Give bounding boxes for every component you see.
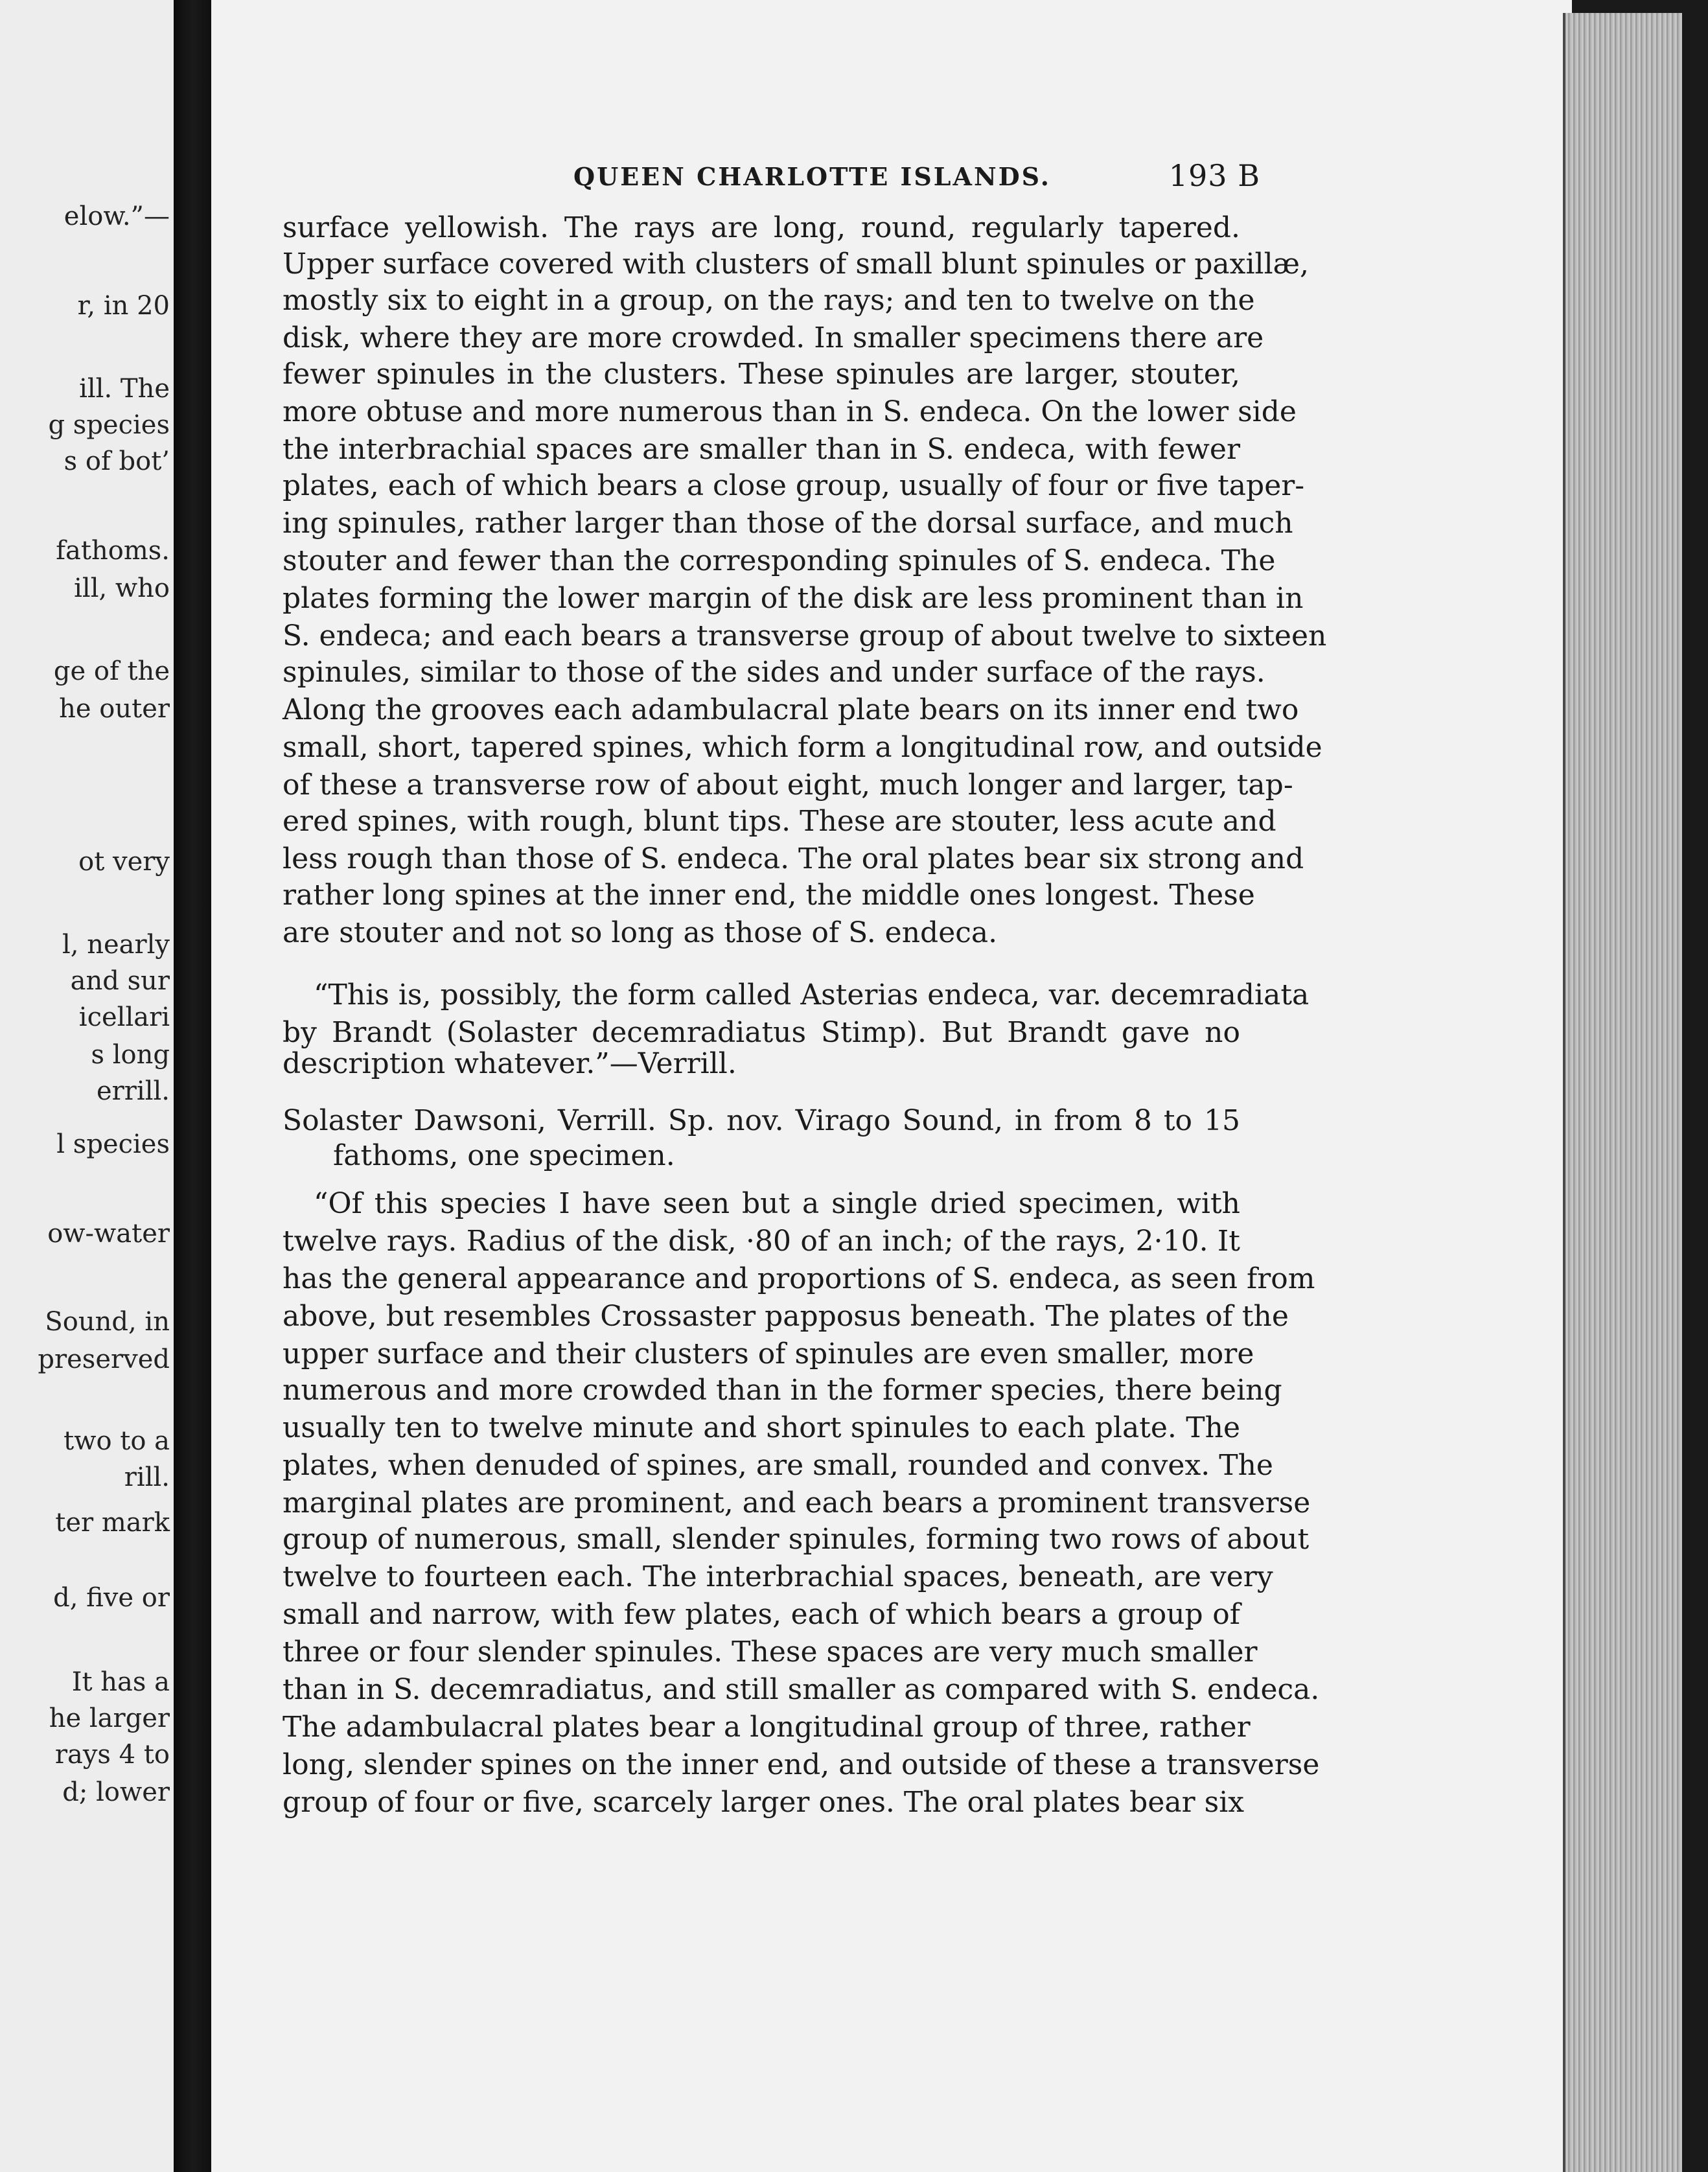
text-line: numerous and more crowded than in the former species, there being (283, 1374, 1282, 1407)
facing-page-line: g species (48, 410, 170, 440)
book-gutter (174, 0, 211, 2172)
page-edges (1563, 13, 1708, 2172)
text-line: has the general appearance and proportions of S. endeca, as seen from (283, 1262, 1315, 1295)
facing-page-line: l species (56, 1129, 170, 1159)
facing-page-line: s long (91, 1040, 170, 1070)
running-title: QUEEN CHARLOTTE ISLANDS. (573, 162, 1051, 191)
text-line: Along the grooves each adambulacral plate bears on its inner end two (283, 693, 1299, 726)
text-line: fathoms, one specimen. (333, 1139, 675, 1172)
text-line: long, slender spines on the inner end, and outside of these a transverse (283, 1748, 1320, 1781)
facing-page-line: he outer (59, 694, 170, 724)
facing-page-line: two to a (63, 1426, 170, 1456)
text-line: small and narrow, with few plates, each of which bears a group of (283, 1598, 1240, 1631)
text-line: marginal plates are prominent, and each bears a prominent transverse (283, 1486, 1311, 1519)
text-line: ered spines, with rough, blunt tips. These are stouter, less acute and (283, 805, 1276, 838)
text-line: are stouter and not so long as those of S. endeca. (283, 916, 998, 949)
text-line: ing spinules, rather larger than those of the dorsal surface, and much (283, 507, 1293, 540)
text-line: small, short, tapered spines, which form a longitudinal row, and outside (283, 731, 1322, 764)
facing-page-line: d; lower (62, 1777, 170, 1807)
facing-page-fragment (0, 0, 174, 2172)
text-line: mostly six to eight in a group, on the rays; and ten to twelve on the (283, 284, 1255, 317)
text-line: more obtuse and more numerous than in S. endeca. On the lower side (283, 395, 1297, 428)
text-line: three or four slender spinules. These spaces are very much smaller (283, 1635, 1258, 1669)
text-line: by Brandt (Solaster decemradiatus Stimp). But Brandt gave no (283, 1016, 1240, 1049)
text-line: The adambulacral plates bear a longitudinal group of three, rather (283, 1711, 1251, 1744)
facing-page-line: l, nearly (62, 930, 170, 960)
text-line: group of four or five, scarcely larger ones. The oral plates bear six (283, 1786, 1245, 1819)
facing-page-line: ow-water (47, 1219, 170, 1249)
text-line: stouter and fewer than the corresponding spinules of S. endeca. The (283, 544, 1276, 577)
text-line: rather long spines at the inner end, the middle ones longest. These (283, 879, 1255, 912)
text-line: upper surface and their clusters of spinules are even smaller, more (283, 1337, 1254, 1370)
text-line: twelve rays. Radius of the disk, ·80 of an inch; of the rays, 2·10. It (283, 1225, 1240, 1258)
text-line: group of numerous, small, slender spinules, forming two rows of about (283, 1523, 1310, 1556)
text-line: Solaster Dawsoni, Verrill. Sp. nov. Virago Sound, in from 8 to 15 (283, 1104, 1240, 1137)
text-line: “This is, possibly, the form called Asterias endeca, var. decemradiata (314, 978, 1310, 1011)
facing-page-line: r, in 20 (77, 291, 170, 321)
text-line: plates, each of which bears a close group, usually of four or five taper- (283, 469, 1305, 502)
text-line: usually ten to twelve minute and short spinules to each plate. The (283, 1411, 1240, 1444)
page-header (573, 158, 1260, 197)
facing-page-line: and sur (70, 966, 170, 996)
facing-page-line: ot very (78, 847, 170, 877)
page-number: 193 B (1168, 158, 1260, 193)
text-line: Upper surface covered with clusters of small blunt spinules or paxillæ, (283, 248, 1310, 281)
text-line: twelve to fourteen each. The interbrachial spaces, beneath, are very (283, 1560, 1273, 1593)
text-line: disk, where they are more crowded. In smaller specimens there are (283, 321, 1264, 354)
text-line: plates, when denuded of spines, are small, rounded and convex. The (283, 1449, 1273, 1482)
facing-page-line: s of bot’ (63, 446, 170, 476)
facing-page-line: It has a (71, 1667, 170, 1697)
text-line: spinules, similar to those of the sides and under surface of the rays. (283, 656, 1265, 689)
text-line: plates forming the lower margin of the disk are less prominent than in (283, 582, 1304, 615)
facing-page-line: d, five or (53, 1583, 170, 1613)
facing-page-line: he larger (49, 1704, 170, 1733)
text-line: than in S. decemradiatus, and still smaller as compared with S. endeca. (283, 1673, 1320, 1706)
facing-page-line: ill, who (74, 573, 170, 603)
text-line: surface yellowish. The rays are long, round, regularly tapered. (283, 211, 1240, 244)
facing-page-line: rays 4 to (54, 1740, 170, 1770)
text-line: “Of this species I have seen but a single dried specimen, with (314, 1187, 1240, 1220)
facing-page-line: ge of the (53, 656, 170, 686)
facing-page-line: fathoms. (56, 536, 170, 566)
text-line: less rough than those of S. endeca. The oral plates bear six strong and (283, 842, 1304, 875)
text-line: of these a transverse row of about eight, much longer and larger, tap- (283, 768, 1293, 802)
facing-page-line: ter mark (55, 1508, 170, 1538)
facing-page-line: preserved (38, 1345, 170, 1374)
facing-page-line: rill. (124, 1462, 170, 1492)
facing-page-line: errill. (96, 1076, 170, 1106)
facing-page-line: Sound, in (45, 1307, 170, 1337)
text-line: S. endeca; and each bears a transverse group of about twelve to sixteen (283, 619, 1327, 653)
facing-page-line: ill. The (79, 374, 170, 404)
facing-page-line: elow.”— (63, 202, 170, 231)
text-line: the interbrachial spaces are smaller than in S. endeca, with fewer (283, 433, 1240, 466)
text-line: fewer spinules in the clusters. These spinules are larger, stouter, (283, 358, 1240, 391)
text-line: above, but resembles Crossaster papposus beneath. The plates of the (283, 1300, 1289, 1333)
facing-page-line: icellari (78, 1002, 170, 1032)
text-line: description whatever.”—Verrill. (283, 1047, 737, 1080)
